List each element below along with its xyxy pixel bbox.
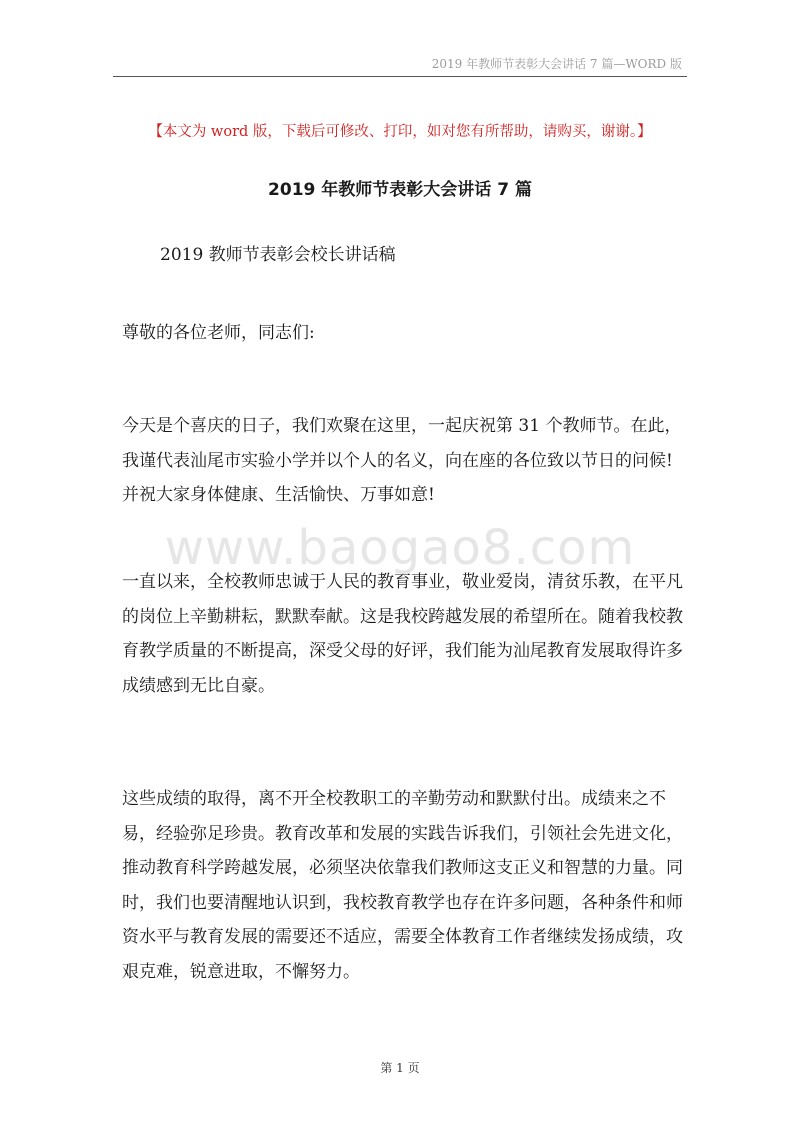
paragraph-1: 今天是个喜庆的日子，我们欢聚在这里，一起庆祝第 31 个教师节。在此，我谨代表汕尾市实验小学并以个人的名义，向在座的各位致以节日的问候!并祝大家身体健康、生活愉快、万事如意! — [122, 416, 682, 505]
document-title: 2019 年教师节表彰大会讲话 7 篇 — [268, 180, 532, 200]
watermark: www.baogao8.com — [164, 520, 636, 576]
paragraph-2: 一直以来，全校教师忠诚于人民的教育事业，敬业爱岗，清贫乐教，在平凡的岗位上辛勤耕耘，默默奉献。这是我校跨越发展的希望所在。随着我校教育教学质量的不断提高，深受父母的好评，我们能为汕尾教育发展取得许多成绩感到无比自豪。 — [122, 572, 683, 696]
paragraph-3: 这些成绩的取得，离不开全校教职工的辛勤劳动和默默付出。成绩来之不易，经验弥足珍贵。教育改革和发展的实践告诉我们，引领社会先进文化，推动教育科学跨越发展，必须坚决依靠我们教师这支正义和智慧的力量。同时，我们也要清醒地认识到，我校教育教学也存在许多问题，各种条件和师资水平与教育发展的需要还不适应，需要全体教育工作者继续发扬成绩，攻艰克难，锐意进取，不懈努力。 — [122, 789, 683, 982]
header-divider — [113, 76, 687, 77]
document-subtitle: 2019 教师节表彰会校长讲话稿 — [160, 245, 396, 265]
page-number: 第 1 页 — [380, 1061, 420, 1075]
page-header: 2019 年教师节表彰大会讲话 7 篇—WORD 版 — [431, 57, 682, 71]
paragraph-greeting: 尊敬的各位老师，同志们: — [122, 323, 315, 343]
purchase-notice: 【本文为 word 版，下载后可修改、打印，如对您有所帮助，请购买，谢谢。】 — [148, 124, 652, 140]
